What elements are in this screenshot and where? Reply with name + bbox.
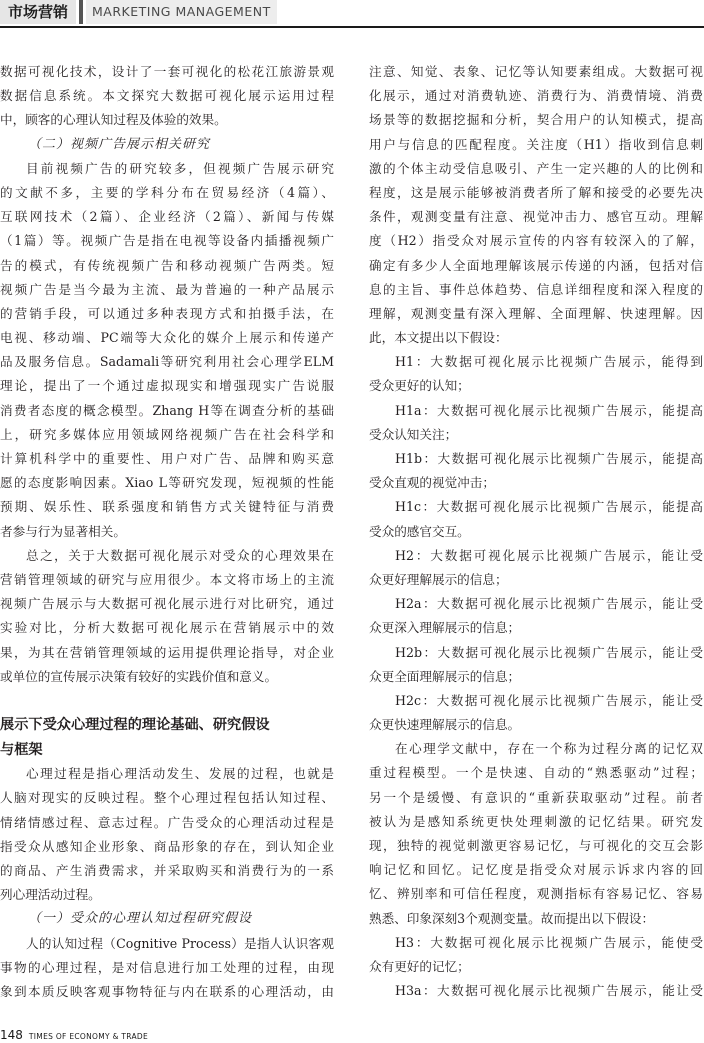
text-line: 另一个是缓慢、有意识的“重新获取驱动”过程。前者 <box>369 789 703 805</box>
text-line: 的商品、产生消费需求，并采取购买和消费行为的一系 <box>0 863 334 878</box>
text-line: 告的模式，有传统视频广告和移动视频广告两类。短 <box>0 257 334 273</box>
text-line: 的文献不多，主要的学科分布在贸易经济（4篇）、 <box>0 184 334 200</box>
text-line: 场景等的数据挖掘和分析，契合用户的认知模式，提高 <box>369 112 703 128</box>
section-divider <box>79 0 83 24</box>
text-line: 理解，观测变量有深入理解、全面理解、快速理解。因 <box>369 305 703 321</box>
text-line: 众更快速理解展示的信息。 <box>369 717 521 733</box>
text-line: 中，顾客的心理认知过程及体验的效果。 <box>0 112 227 128</box>
text-line: 众更全面理解展示的信息； <box>369 668 521 684</box>
text-line: 众有更好的记忆； <box>369 958 470 974</box>
text-line: H2a：大数据可视化展示比视频广告展示，能让受 <box>395 596 703 612</box>
text-line: 度（H2）指受众对展示宣传的内容有较深入的了解， <box>369 233 703 249</box>
text-line: H2：大数据可视化展示比视频广告展示，能让受 <box>395 547 703 563</box>
section-heading: 展示下受众心理过程的理论基础、研究假设 <box>0 717 270 734</box>
text-line: 受众直观的视觉冲击； <box>369 475 495 491</box>
text-line: 此，本文提出以下假设： <box>369 330 508 346</box>
text-line: 视频广告展示与大数据可视化展示进行对比研究，通过 <box>0 596 334 612</box>
header-rule <box>0 26 704 28</box>
text-line: 响记忆和回忆。记忆度是指受众对展示诉求内容的回 <box>369 862 703 878</box>
text-line: 上，研究多媒体应用领域网络视频广告在社会科学和 <box>0 426 334 442</box>
text-line: 熟悉、印象深刻3个观测变量。故而提出以下假设： <box>369 910 655 926</box>
text-line: 营销管理领域的研究与应用很少。本文将市场上的主流 <box>0 571 334 587</box>
text-line: 激的个体主动受信息吸引、产生一定兴趣的人的比例和 <box>369 160 703 176</box>
text-line: 理论，提出了一个通过虚拟现实和增强现实广告说服 <box>0 378 334 394</box>
text-line: 化展示，通过对消费轨迹、消费行为、消费情境、消费 <box>369 88 703 104</box>
text-line: 的营销手段，可以通过多种表现方式和拍摄手法，在 <box>0 305 334 321</box>
text-line: 心理过程是指心理活动发生、发展的过程，也就是 <box>26 766 334 782</box>
text-line: 被认为是感知系统更快处理刺激的记忆结果。研究发 <box>369 813 703 829</box>
text-line: H2b：大数据可视化展示比视频广告展示，能让受 <box>395 644 703 660</box>
text-line: 在心理学文献中，存在一个称为过程分离的记忆双 <box>395 741 703 757</box>
text-line: 果，为其在营销管理领域的运用提供理论指导，对企业 <box>0 644 334 660</box>
text-line: 受众认知关注； <box>369 426 458 442</box>
subsection-heading: （二）视频广告展示相关研究 <box>28 136 211 152</box>
subsection-heading: （一）受众的心理认知过程研究假设 <box>28 911 253 927</box>
text-line: 众更好理解展示的信息； <box>369 571 508 587</box>
text-line: 众更深入理解展示的信息； <box>369 620 521 636</box>
text-line: 愿的态度影响因素。Xiao L等研究发现，短视频的性能 <box>0 475 334 491</box>
text-line: 互联网技术（2篇）、企业经济（2篇）、新闻与传媒 <box>0 209 334 225</box>
page-footer <box>0 1024 148 1042</box>
text-line: 视频广告是当今最为主流、最为普遍的一种产品展示 <box>0 281 334 297</box>
text-line: 数据信息系统。本文探究大数据可视化展示运用过程 <box>0 88 334 104</box>
text-line: 或单位的宣传展示决策有较好的实践价值和意义。 <box>0 668 278 684</box>
text-line: 者参与行为显著相关。 <box>0 523 126 539</box>
text-line: 消费者态度的概念模型。Zhang H等在调查分析的基础 <box>0 402 334 418</box>
section-label-english: MARKETING MANAGEMENT <box>86 0 277 24</box>
text-line: 预期、娱乐性、联系强度和销售方式关键特征与消费 <box>0 499 334 515</box>
section-label: 市场营销 <box>0 0 76 24</box>
text-line: 计算机科学中的重要性、用户对广告、品牌和购买意 <box>0 451 334 466</box>
text-line: 确定有多少人全面地理解该展示传递的内涵，包括对信 <box>369 257 703 273</box>
text-line: 注意、知觉、表象、记忆等认知要素组成。大数据可视 <box>369 64 703 79</box>
page-number: 148 <box>0 1028 23 1042</box>
text-line: 数据可视化技术，设计了一套可视化的松花江旅游景观 <box>0 64 334 79</box>
text-line: 用户与信息的匹配程度。关注度（H1）指收到信息刺 <box>369 136 703 152</box>
text-line: 情绪情感过程、意志过程。广告受众的心理活动过程是 <box>0 814 334 830</box>
text-line: 人脑对现实的反映过程。整个心理过程包括认知过程、 <box>0 790 334 806</box>
text-line: 人的认知过程（Cognitive Process）是指人认识客观 <box>26 935 334 951</box>
text-line: H3：大数据可视化展示比视频广告展示，能使受 <box>395 934 703 950</box>
text-line: 指受众从感知企业形象、商品形象的存在，到认知企业 <box>0 838 334 854</box>
text-line: 列心理活动过程。 <box>0 887 101 903</box>
text-line: 总之，关于大数据可视化展示对受众的心理效果在 <box>26 547 334 563</box>
right-column <box>369 60 703 1003</box>
publication-name: TIMES OF ECONOMY & TRADE <box>28 1032 149 1041</box>
text-line: 实验对比，分析大数据可视化展示在营销展示中的效 <box>0 620 334 636</box>
text-line: 象到本质反映客观事物特征与内在联系的心理活动，由 <box>0 983 334 999</box>
text-line: 受众更好的认知； <box>369 378 470 394</box>
text-line: H1a：大数据可视化展示比视频广告展示，能提高 <box>395 402 703 418</box>
text-line: 受众的感官交互。 <box>369 523 470 539</box>
text-line: 事物的心理过程，是对信息进行加工处理的过程，由现 <box>0 959 334 975</box>
text-line: 电视、移动端、PC端等大众化的媒介上展示和传递产 <box>0 330 334 346</box>
text-line: H1c：大数据可视化展示比视频广告展示，能提高 <box>395 499 703 515</box>
text-line: 重过程模型。一个是快速、自动的“熟悉驱动”过程； <box>369 765 703 781</box>
text-line: 条件，观测变量有注意、视觉冲击力、感官互动。理解 <box>369 209 703 225</box>
page-header <box>0 0 704 26</box>
section-heading: 与框架 <box>0 741 43 758</box>
text-line: 息的主旨、事件总体趋势、信息详细程度和深入程度的 <box>369 281 703 297</box>
text-line: H2c：大数据可视化展示比视频广告展示，能让受 <box>395 692 703 708</box>
text-line: 目前视频广告的研究较多，但视频广告展示研究 <box>26 160 334 176</box>
text-line: 现，独特的视觉刺激更容易记忆，与可视化的交互会影 <box>369 838 703 853</box>
left-column <box>0 60 334 1004</box>
text-line: 程度，这是展示能够被消费者所了解和接受的必要先决 <box>369 184 703 200</box>
blank-line <box>0 689 334 713</box>
text-line: H1b：大数据可视化展示比视频广告展示，能提高 <box>395 451 703 466</box>
text-line: H1：大数据可视化展示比视频广告展示，能得到 <box>395 354 703 370</box>
text-line: （1篇）等。视频广告是指在电视等设备内插播视频广 <box>0 233 334 249</box>
text-line: 忆、辨别率和可信任程度，观测指标有容易记忆、容易 <box>369 886 703 902</box>
text-line: H3a：大数据可视化展示比视频广告展示，能让受 <box>395 983 703 999</box>
text-line: 品及服务信息。Sadamali等研究利用社会心理学ELM <box>0 354 334 370</box>
